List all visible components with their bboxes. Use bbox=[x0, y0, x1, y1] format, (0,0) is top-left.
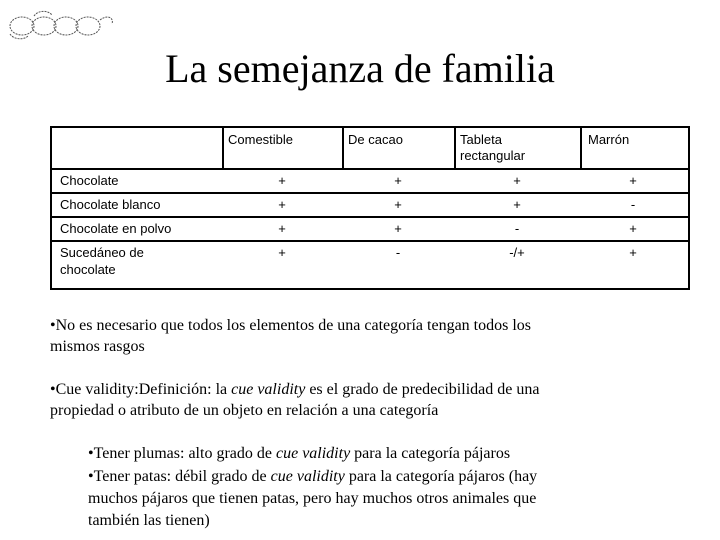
table-row-divider bbox=[50, 216, 690, 218]
table-col-divider bbox=[580, 126, 582, 168]
table-cell: -/+ bbox=[509, 245, 525, 260]
table-cell: + bbox=[629, 221, 637, 236]
logo-decoration bbox=[4, 6, 124, 46]
bullet-family-resemblance-line1: •No es necesario que todos los elementos de una categoría tengan todos los bbox=[50, 317, 532, 334]
comparison-table bbox=[50, 126, 690, 290]
text-segment: •Tener plumas: alto grado de bbox=[88, 445, 276, 462]
table-cell: + bbox=[278, 221, 286, 236]
sub-bullet-patas-line3: también las tienen) bbox=[88, 512, 210, 529]
bullet-cue-validity-line1 bbox=[50, 380, 539, 400]
row-label-chocolate-blanco: Chocolate blanco bbox=[60, 197, 161, 212]
text-segment: para la categoría pájaros bbox=[350, 445, 511, 462]
table-top-border bbox=[50, 126, 690, 128]
text-segment: •Tener patas: débil grado de bbox=[88, 468, 271, 485]
table-row-divider bbox=[50, 240, 690, 242]
text-segment: •Cue validity:Definición: la bbox=[50, 381, 232, 398]
header-marron: Marrón bbox=[588, 132, 630, 147]
table-cell: + bbox=[513, 173, 521, 188]
text-italic-segment: cue validity bbox=[270, 468, 345, 485]
table-cell: + bbox=[278, 173, 286, 188]
header-comestible: Comestible bbox=[228, 132, 294, 147]
table-cell: + bbox=[394, 197, 402, 212]
row-label-sucedaneo-line2: chocolate bbox=[60, 262, 116, 277]
table-right-border bbox=[688, 126, 690, 290]
header-de-cacao: De cacao bbox=[348, 132, 403, 147]
text-italic-segment: cue validity bbox=[275, 445, 351, 462]
header-tableta-rectangular-line1: Tableta bbox=[460, 132, 502, 147]
row-label-chocolate-en-polvo: Chocolate en polvo bbox=[60, 221, 172, 236]
table-cell: + bbox=[278, 197, 286, 212]
bullet-family-resemblance-line2: mismos rasgos bbox=[50, 338, 145, 355]
table-col-divider bbox=[454, 126, 456, 168]
text-segment: es el grado de predecibilidad de una bbox=[305, 381, 540, 398]
text-italic-segment: cue validity bbox=[231, 381, 306, 398]
table-cell: + bbox=[278, 245, 286, 260]
table-cell: - bbox=[395, 245, 401, 260]
row-label-sucedaneo-line1: Sucedáneo de bbox=[60, 245, 144, 260]
sub-bullet-patas-line1 bbox=[88, 467, 537, 487]
table-cell: + bbox=[629, 173, 637, 188]
table-cell: + bbox=[394, 173, 402, 188]
table-col-divider bbox=[342, 126, 344, 168]
table-cell: - bbox=[630, 197, 636, 212]
bullet-cue-validity-line2: propiedad o atributo de un objeto en relación a una categoría bbox=[50, 402, 439, 419]
table-col-divider bbox=[222, 126, 224, 168]
sub-bullet-plumas bbox=[88, 444, 510, 464]
table-row-divider bbox=[50, 192, 690, 194]
table-cell: + bbox=[629, 245, 637, 260]
table-header-divider bbox=[50, 168, 690, 170]
header-tableta-rectangular-line2: rectangular bbox=[460, 148, 526, 163]
page-title: La semejanza de familia bbox=[165, 46, 555, 91]
table-cell: - bbox=[514, 221, 520, 236]
table-bottom-border bbox=[50, 288, 690, 290]
text-segment: para la categoría pájaros (hay bbox=[344, 468, 538, 485]
table-cell: + bbox=[513, 197, 521, 212]
table-left-border bbox=[50, 126, 52, 290]
table-cell: + bbox=[394, 221, 402, 236]
row-label-chocolate: Chocolate bbox=[60, 173, 119, 188]
sub-bullet-patas-line2: muchos pájaros que tienen patas, pero hay muchos otros animales que bbox=[88, 490, 537, 507]
